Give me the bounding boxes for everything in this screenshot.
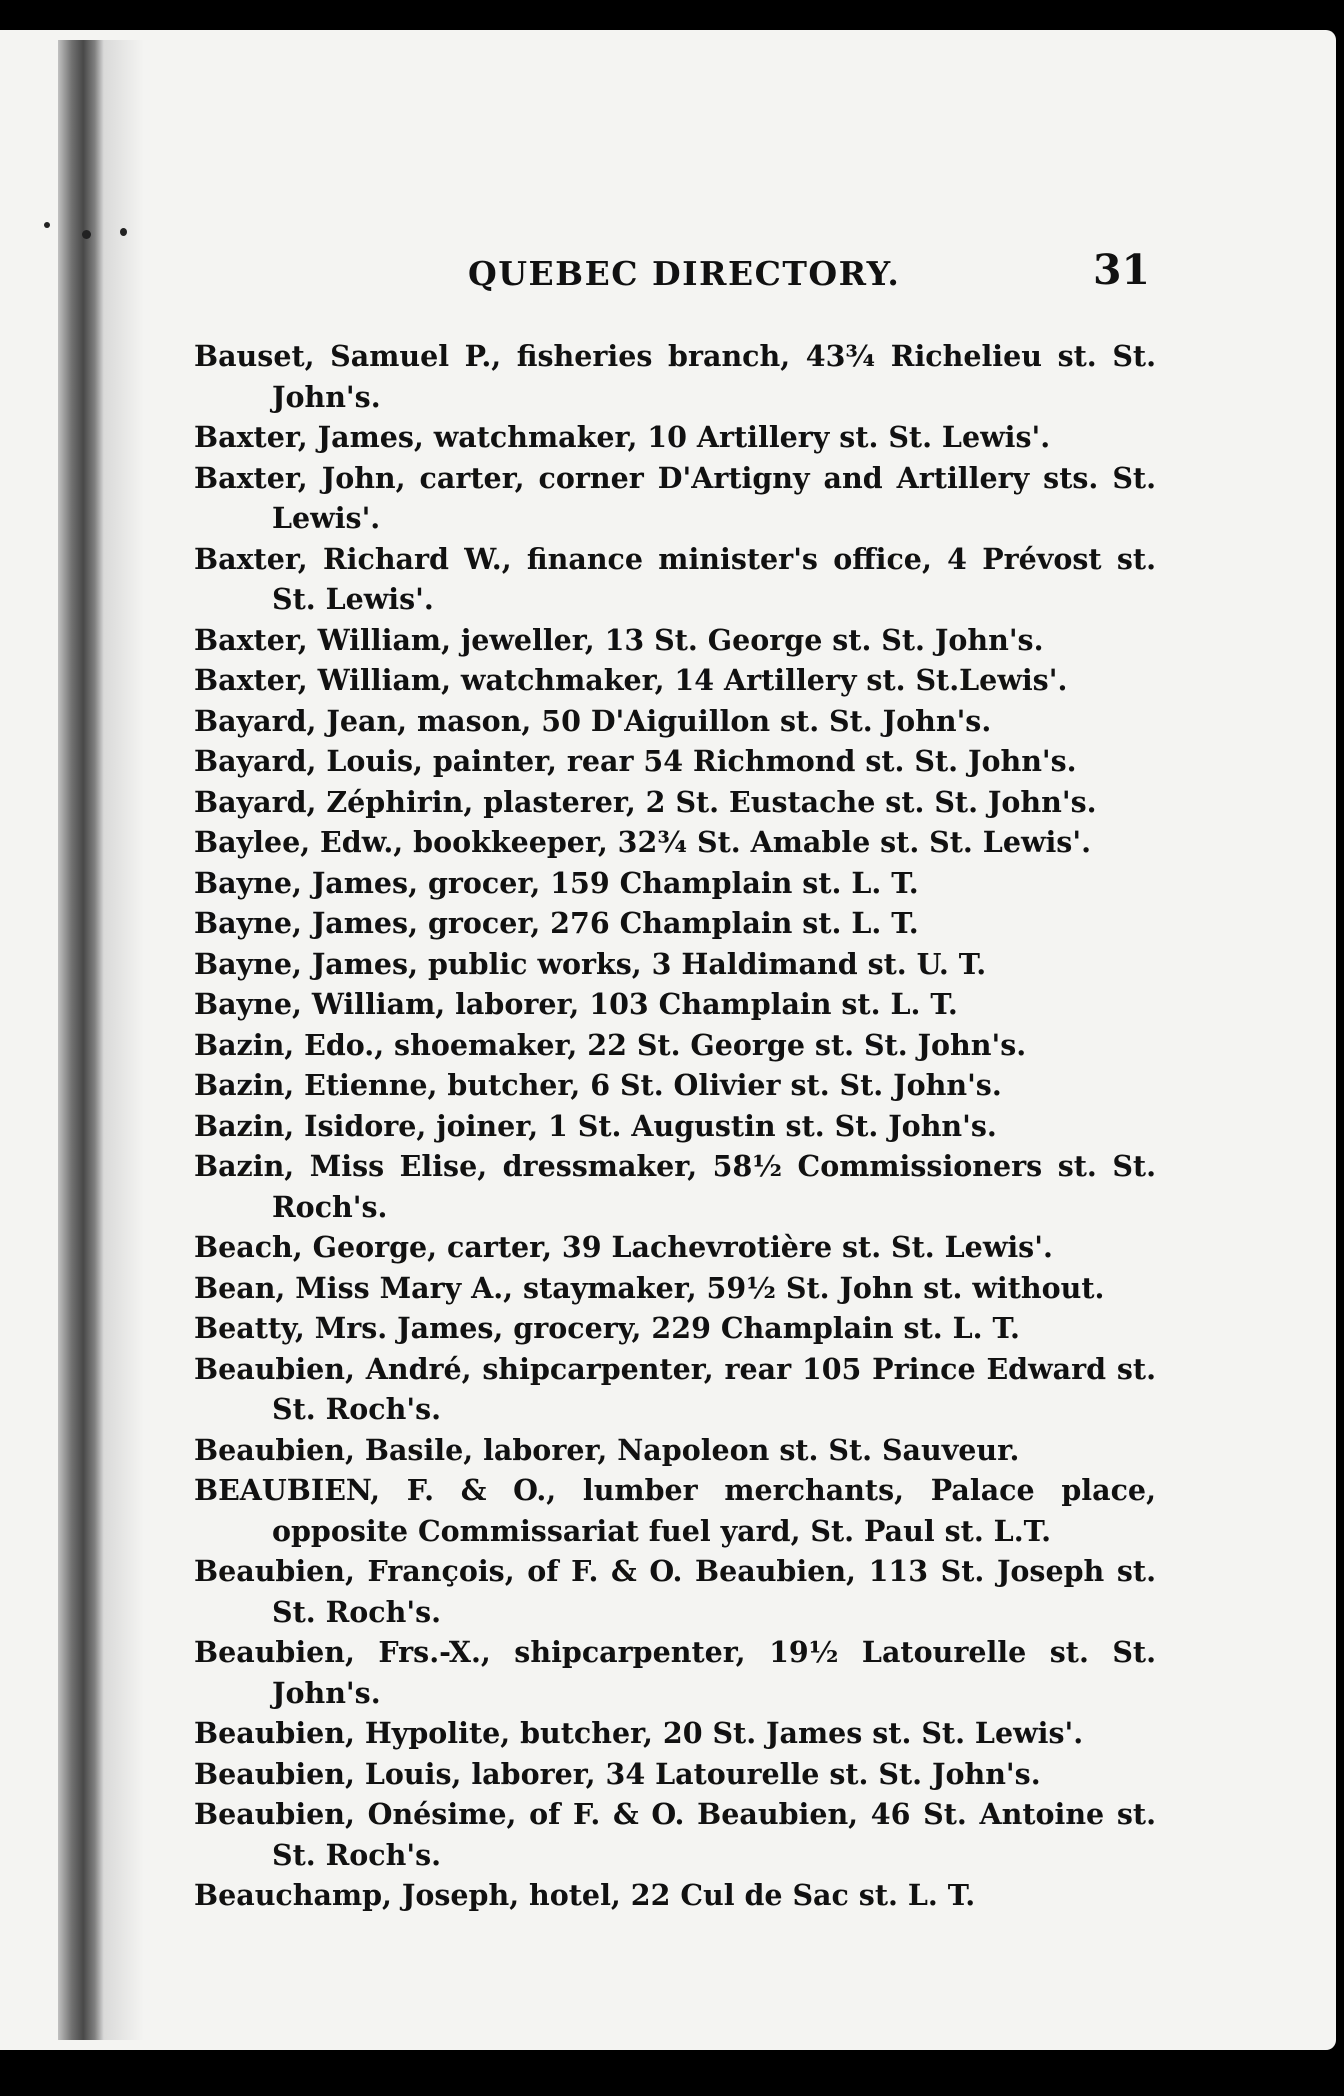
directory-entry: Baxter, William, jeweller, 13 St. George st. St. John's. [194,622,1044,657]
directory-entry: Baxter, James, watchmaker, 10 Artillery st. St. Lewis'. [194,420,1051,454]
directory-entry: Bazin, Etienne, butcher, 6 St. Olivier st. St. John's. [194,1068,1002,1102]
directory-entry: Beaubien, Frs.-X., shipcarpenter, 19½ Latourelle st. St. John's. [194,1635,1156,1710]
directory-entry: Bazin, Miss Elise, dressmaker, 58½ Commissioners st. St. Roch's. [194,1149,1156,1224]
directory-entry: Bayne, James, grocer, 159 Champlain st. L. T. [194,865,919,900]
directory-entry: Beach, George, carter, 39 Lachevrotière st. St. Lewis'. [194,1230,1053,1264]
binding-gutter [58,40,104,2040]
directory-entry: Bayne, William, laborer, 103 Champlain st. L. T. [194,987,958,1021]
ink-speck [82,230,91,239]
directory-entry: Bayard, Louis, painter, rear 54 Richmond st. St. John's. [194,744,1077,778]
directory-entry: Bayard, Zéphirin, plasterer, 2 St. Eustache st. St. John's. [194,784,1097,819]
directory-entry: Beaubien, François, of F. & O. Beaubien, 113 St. Joseph st. St. Roch's. [194,1554,1156,1629]
directory-entry: Bayne, James, grocer, 276 Champlain st. L. T. [194,906,919,940]
directory-entry: Beaubien, Basile, laborer, Napoleon st. St. Sauveur. [194,1432,1020,1467]
ink-speck [44,222,50,228]
directory-entry: Bazin, Edo., shoemaker, 22 St. George st. St. John's. [194,1027,1027,1062]
directory-entry: Beauchamp, Joseph, hotel, 22 Cul de Sac st. L. T. [194,1878,976,1912]
directory-entry: Baylee, Edw., bookkeeper, 32¾ St. Amable st. St. Lewis'. [194,825,1091,859]
directory-entry: Beaubien, Louis, laborer, 34 Latourelle st. St. John's. [194,1756,1041,1791]
directory-entry: Bazin, Isidore, joiner, 1 St. Augustin st. St. John's. [194,1108,997,1143]
directory-entries [194,336,1156,1916]
directory-title: QUEBEC DIRECTORY. [468,254,901,293]
directory-entry: Bauset, Samuel P., fisheries branch, 43¾ Richelieu st. St. John's. [194,339,1156,414]
directory-entry: BEAUBIEN, F. & O., lumber merchants, Palace place, opposite Commissariat fuel yard, St. Paul st. L.T. [194,1473,1156,1548]
gutter-shadow [104,40,144,2040]
directory-entry: Bean, Miss Mary A., staymaker, 59½ St. John st. without. [194,1270,1105,1305]
directory-entry: Beaubien, Hypolite, butcher, 20 St. James st. St. Lewis'. [194,1716,1084,1750]
directory-entry: Beaubien, Onésime, of F. & O. Beaubien, 46 St. Antoine st. St. Roch's. [194,1797,1156,1872]
directory-entry: Beaubien, André, shipcarpenter, rear 105 Prince Edward st. St. Roch's. [194,1351,1156,1426]
directory-entry: Bayne, James, public works, 3 Haldimand st. U. T. [194,946,987,981]
page-number: 31 [1092,246,1150,294]
running-header [190,246,1150,306]
directory-entry: Beatty, Mrs. James, grocery, 229 Champlain st. L. T. [194,1311,1020,1345]
directory-entry: Bayard, Jean, mason, 50 D'Aiguillon st. St. John's. [194,703,992,738]
directory-entry: Baxter, John, carter, corner D'Artigny and Artillery sts. St. Lewis'. [194,460,1156,535]
directory-entry: Baxter, Richard W., finance minister's office, 4 Prévost st. St. Lewis'. [194,541,1156,616]
ink-speck [120,228,127,236]
directory-entry: Baxter, William, watchmaker, 14 Artillery st. St.Lewis'. [194,663,1068,697]
